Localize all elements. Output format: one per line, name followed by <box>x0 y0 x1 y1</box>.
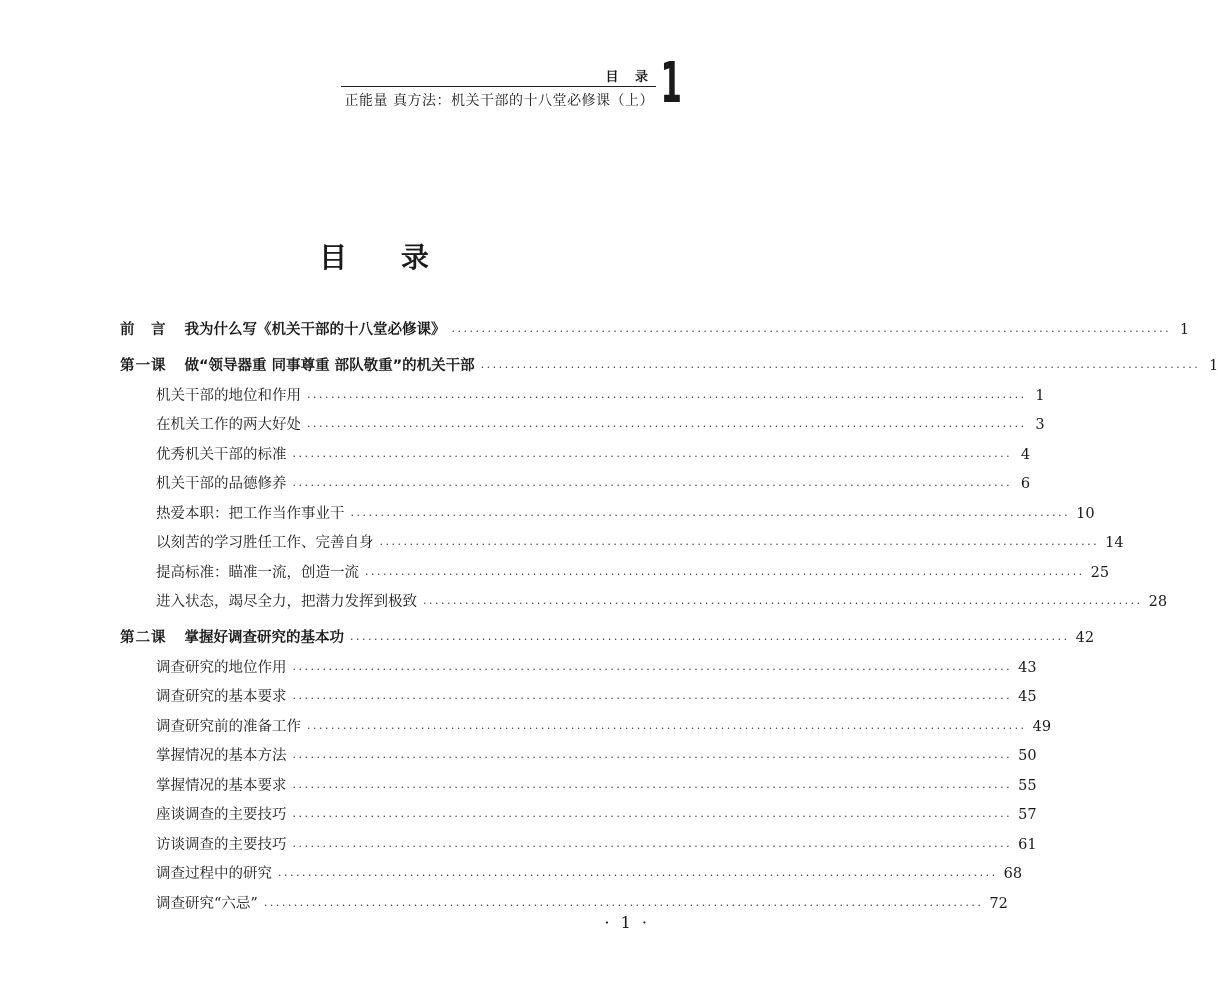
toc-entry-title: 调查研究前的准备工作 <box>156 719 301 735</box>
toc-entry-heading <box>156 745 287 767</box>
toc-page-number: 25 <box>1090 565 1110 581</box>
toc-leader-dots: ························································································································ <box>292 692 1013 705</box>
toc-section-entry[interactable] <box>156 893 1008 915</box>
toc-entry-title: 机关干部的品德修养 <box>156 476 287 492</box>
toc-leader-dots: ························································································································ <box>350 509 1071 522</box>
toc-page-number: 4 <box>1020 447 1031 463</box>
toc-entry-heading <box>120 355 475 377</box>
toc-section-entry[interactable] <box>156 591 1168 613</box>
toc-leader-dots: ························································································································ <box>292 479 1013 492</box>
toc-leader-dots: ························································································································ <box>307 722 1027 735</box>
toc-entry-title: 优秀机关干部的标准 <box>156 447 287 463</box>
toc-page-number: 6 <box>1020 476 1031 492</box>
toc-page-number: 10 <box>1076 506 1095 522</box>
toc-page-number: 1 <box>1209 358 1218 374</box>
toc-entry-title: 调查研究的地位作用 <box>156 660 287 676</box>
toc-section-entry[interactable] <box>156 745 1037 767</box>
toc-leader-dots: ························································································································ <box>292 840 1013 853</box>
toc-entry-heading <box>156 863 272 885</box>
running-header-rule <box>341 86 656 87</box>
toc-entry-title: 提高标准：瞄准一流，创造一流 <box>156 565 359 581</box>
toc-entry-heading <box>120 627 344 649</box>
toc-page-number: 1 <box>1035 388 1045 404</box>
toc-section-entry[interactable] <box>156 863 1023 885</box>
toc-leader-dots: ························································································································ <box>292 663 1013 676</box>
toc-chapter-entry[interactable] <box>120 355 1218 377</box>
toc-title: 目 录 <box>319 241 431 274</box>
toc-section-entry[interactable] <box>156 562 1110 584</box>
toc-entry-heading <box>156 532 374 554</box>
toc-chapter-label: 第二课 <box>120 630 167 646</box>
toc-section-entry[interactable] <box>156 532 1124 554</box>
toc-entry-title: 掌握情况的基本要求 <box>156 778 287 794</box>
page-number: · 1 · <box>604 913 650 932</box>
toc-entry-title: 热爱本职：把工作当作事业干 <box>156 506 345 522</box>
toc-leader-dots: ························································································································ <box>278 869 998 882</box>
toc-entry-title: 掌握好调查研究的基本功 <box>184 630 344 646</box>
toc-page-number: 49 <box>1032 719 1052 735</box>
toc-leader-dots: ························································································································ <box>263 899 984 912</box>
running-header-chapter-number: 1 <box>660 51 682 116</box>
toc-section-entry[interactable] <box>156 503 1095 525</box>
toc-entry-heading <box>156 591 417 613</box>
toc-section-entry[interactable] <box>156 385 1045 407</box>
toc-entry-title: 以刻苦的学习胜任工作、完善自身 <box>156 535 374 551</box>
toc-leader-dots: ························································································································ <box>292 781 1013 794</box>
toc-section-entry[interactable] <box>156 775 1037 797</box>
toc-leader-dots: ························································································································ <box>451 325 1172 338</box>
toc-leader-dots: ························································································································ <box>350 633 1070 646</box>
toc-entry-title: 访谈调查的主要技巧 <box>156 837 287 853</box>
toc-entry-heading <box>156 503 345 525</box>
toc-section-entry[interactable] <box>156 804 1037 826</box>
toc-section-entry[interactable] <box>156 473 1031 495</box>
toc-entry-heading <box>156 414 301 436</box>
toc-entry-heading <box>156 385 301 407</box>
toc-section-entry[interactable] <box>156 444 1031 466</box>
toc-page-number: 28 <box>1148 594 1168 610</box>
toc-page-number: 3 <box>1035 417 1045 433</box>
toc-page-number: 57 <box>1018 807 1037 823</box>
toc-entry-heading <box>156 893 258 915</box>
toc-section-entry[interactable] <box>156 414 1045 436</box>
toc-entry-title: 调查研究的基本要求 <box>156 689 287 705</box>
toc-page-number: 61 <box>1018 837 1037 853</box>
toc-leader-dots: ························································································································ <box>307 420 1027 433</box>
toc-entry-heading <box>156 775 287 797</box>
toc-entry-heading <box>120 319 446 341</box>
toc-entry-heading <box>156 562 359 584</box>
toc-leader-dots: ························································································································ <box>307 391 1027 404</box>
toc-entry-heading <box>156 686 287 708</box>
toc-entry-heading <box>156 444 287 466</box>
toc-entry-title: 在机关工作的两大好处 <box>156 417 301 433</box>
toc-entry-title: 做“领导器重 同事尊重 部队敬重”的机关干部 <box>184 358 475 374</box>
toc-page-number: 68 <box>1003 866 1023 882</box>
toc-page-number: 45 <box>1018 689 1037 705</box>
toc-entry-heading <box>156 834 287 856</box>
toc-page-number: 14 <box>1105 535 1124 551</box>
running-header-section: 目 录 <box>605 70 654 85</box>
toc-page-number: 1 <box>1179 322 1190 338</box>
toc-leader-dots: ························································································································ <box>379 538 1100 551</box>
toc-page-number: 72 <box>989 896 1008 912</box>
toc-section-entry[interactable] <box>156 657 1037 679</box>
toc-leader-dots: ························································································································ <box>365 568 1085 581</box>
toc-entry-heading <box>156 804 287 826</box>
toc-entry-title: 掌握情况的基本方法 <box>156 748 287 764</box>
running-header-book-title: 正能量 真方法：机关干部的十八堂必修课（上） <box>344 93 654 109</box>
toc-entry-heading <box>156 657 287 679</box>
toc-leader-dots: ························································································································ <box>423 597 1143 610</box>
toc-entry-title: 机关干部的地位和作用 <box>156 388 301 404</box>
toc-entry-heading <box>156 473 287 495</box>
toc-entry-title: 进入状态，竭尽全力，把潜力发挥到极致 <box>156 594 417 610</box>
toc-chapter-entry[interactable] <box>120 627 1095 649</box>
toc-entry-title: 座谈调查的主要技巧 <box>156 807 287 823</box>
toc-page-number: 50 <box>1018 748 1037 764</box>
toc-entry-title: 调查过程中的研究 <box>156 866 272 882</box>
toc-leader-dots: ························································································································ <box>292 450 1013 463</box>
toc-entry-heading <box>156 716 301 738</box>
toc-section-entry[interactable] <box>156 716 1052 738</box>
toc-section-entry[interactable] <box>156 686 1037 708</box>
toc-entry-title: 调查研究“六忌” <box>156 896 258 912</box>
toc-leader-dots: ························································································································ <box>292 810 1013 823</box>
toc-page-number: 42 <box>1075 630 1095 646</box>
toc-section-entry[interactable] <box>156 834 1037 856</box>
toc-chapter-label: 第一课 <box>120 358 167 374</box>
toc-chapter-entry[interactable] <box>120 319 1190 341</box>
toc-leader-dots: ························································································································ <box>480 361 1201 374</box>
toc-entry-title: 我为什么写《机关干部的十八堂必修课》 <box>184 322 446 338</box>
toc-chapter-label: 前 言 <box>120 322 167 338</box>
toc-leader-dots: ························································································································ <box>292 751 1013 764</box>
toc-page-number: 43 <box>1018 660 1037 676</box>
toc-page-number: 55 <box>1018 778 1037 794</box>
